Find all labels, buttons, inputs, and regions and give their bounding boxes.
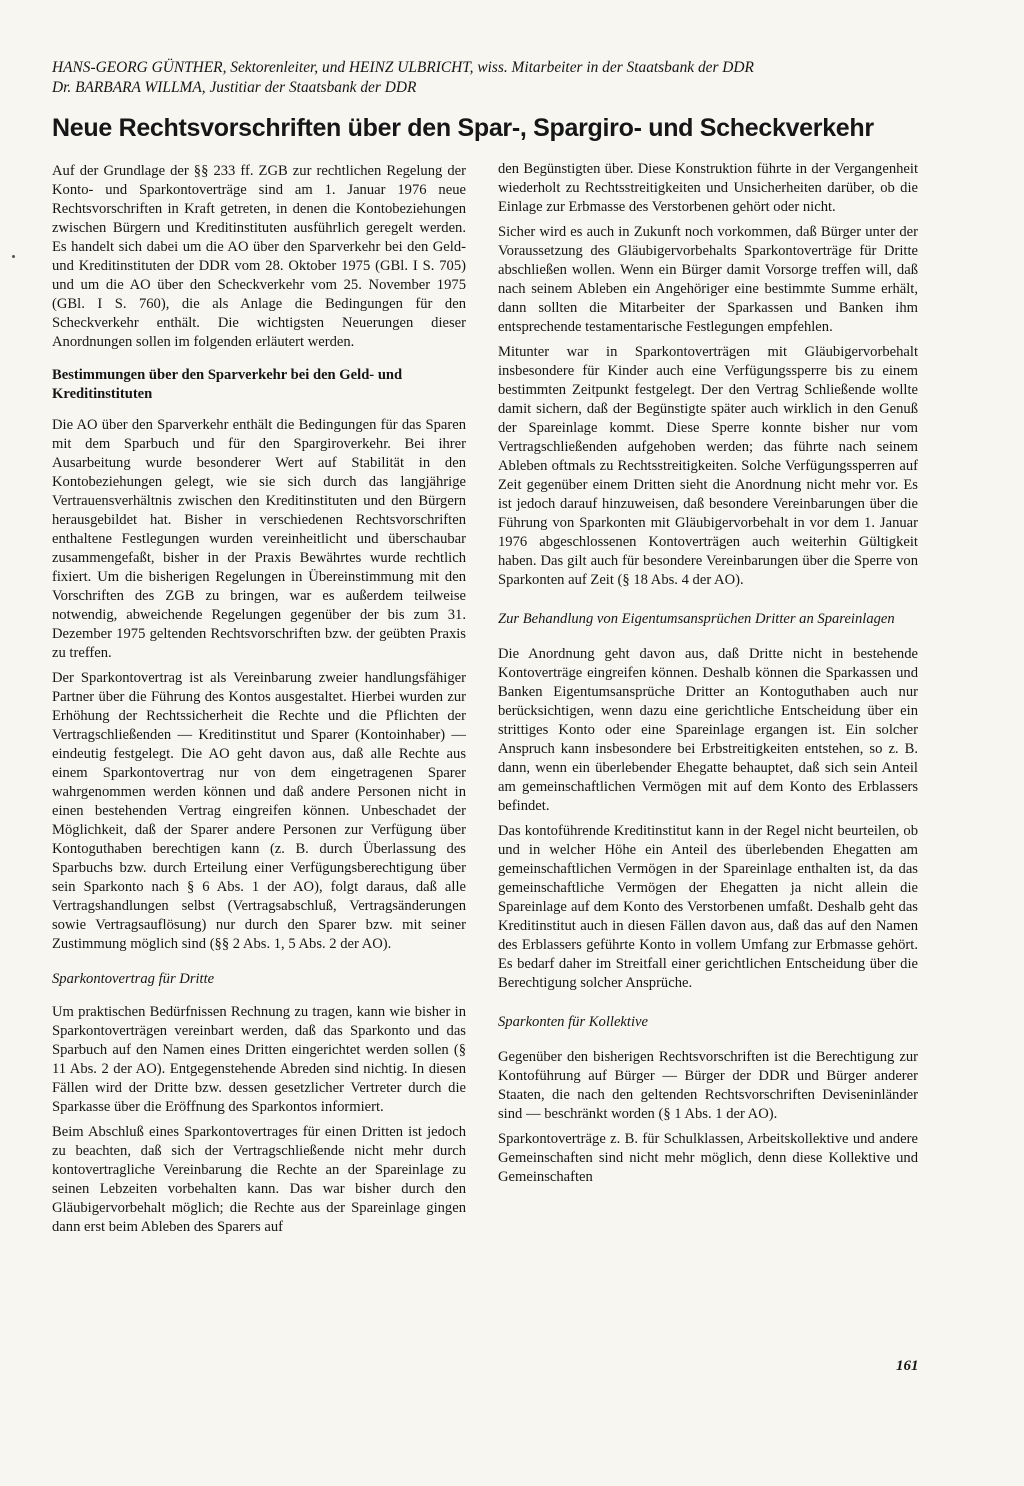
right-column (498, 160, 918, 1193)
paragraph: Beim Abschluß eines Sparkontovertrages für einen Dritten ist jedoch zu beachten, daß sich der Vertragschließende nicht mehr durch kontovertragliche Vereinbarung die Rechte an der Spareinlage zu seinen Lebzeiten vorbehalten kann. Das war bisher durch den Gläubigervorbehalt möglich; die Rechte aus der Spareinlage gingen dann erst beim Ableben des Sparers auf (52, 1124, 466, 1235)
subheading-eigentumsansprueche: Zur Behandlung von Eigentumsansprüchen Dritter an Spareinlagen (498, 611, 895, 627)
margin-mark (12, 255, 15, 258)
paragraph: Sparkontoverträge z. B. für Schulklassen, Arbeitskollektive und andere Gemeinschaften sind nicht mehr möglich, denn diese Kollektive und Gemeinschaften (498, 1131, 918, 1185)
left-column (52, 162, 466, 1243)
paragraph: Die AO über den Sparverkehr enthält die Bedingungen für das Sparen mit dem Sparbuch und für den Spargiroverkehr. Bei ihrer Ausarbeitung wurde besonderer Wert auf Stabilität in den Kontobeziehungen gelegt, wie sie sich durch das langjährige Vertrauensverhältnis zwischen den Kreditinstituten und den Bürgern herausgebildet hat. Bisher in verschiedenen Rechtsvorschriften enthaltene Festlegungen wurden vereinheitlicht und überschaubar zusammengefaßt, bisher in der Praxis Bewährtes wurde rechtlich fixiert. Um die bisherigen Regelungen in Übereinstimmung mit den Vorschriften des ZGB zu bringen, war es außerdem teilweise notwendig, abweichende Regelungen gegenüber der bis zum 31. Dezember 1975 geltenden Rechtsvorschriften bzw. der geübten Praxis zu treffen. (52, 417, 466, 661)
paragraph: Sicher wird es auch in Zukunft noch vorkommen, daß Bürger unter der Voraussetzung des Gläubigervorbehalts Sparkontoverträge für Dritte abschließen wollen. Wenn ein Bürger damit Vorsorge treffen will, daß nach seinem Ableben ein Angehöriger eine bestimmte Summe erhält, dann sollten die Mitarbeiter der Sparkassen und Banken ihm entsprechende testamentarische Festlegungen empfehlen. (498, 224, 918, 335)
paragraph: den Begünstigten über. Diese Konstruktion führte in der Vergangenheit wiederholt zu Rechtsstreitigkeiten und Unsicherheiten darüber, ob die Einlage zur Erbmasse des Verstorbenen gehört oder nicht. (498, 161, 918, 215)
author-line-1: HANS-GEORG GÜNTHER, Sektorenleiter, und HEINZ ULBRICHT, wiss. Mitarbeiter in der Staatsbank der DDR (52, 59, 754, 76)
paragraph: Mitunter war in Sparkontoverträgen mit Gläubigervorbehalt insbesondere für Kinder auch eine Verfügungssperre bis zu einem bestimmten Zeitpunkt festgelegt. Der den Vertrag Schließende wollte damit sichern, daß der Begünstigte später auch wirklich in den Genuß der Spareinlage kommt. Diese Sperre konnte bisher nur vom Vertragschließenden aufgehoben werden; das führte nach seinem Ableben oftmals zu Rechtsstreitigkeiten. Solche Verfügungssperren auf Zeit gegenüber einem Dritten sieht die Anordnung nicht mehr vor. Es ist jedoch darauf hinzuweisen, daß besondere Vereinbarungen über die Führung von Sparkonten mit Gläubigervorbehalt in vor dem 1. Januar 1976 abgeschlossenen Kontoverträgen auch weiterhin Gültigkeit haben. Das gilt auch für besondere Vereinbarungen über die Sperre von Sparkonten auf Zeit (§ 18 Abs. 4 der AO). (498, 344, 918, 588)
section-heading-sparverkehr: Bestimmungen über den Sparverkehr bei den Geld- und Kreditinstituten (52, 367, 403, 402)
article-title: Neue Rechtsvorschriften über den Spar-, Spargiro- und Scheckverkehr (52, 114, 874, 142)
page-number: 161 (896, 1358, 919, 1374)
author-line-2: Dr. BARBARA WILLMA, Justitiar der Staatsbank der DDR (52, 79, 417, 96)
subheading-sparkonten-kollektive: Sparkonten für Kollektive (498, 1014, 648, 1030)
intro-paragraph: Auf der Grundlage der §§ 233 ff. ZGB zur rechtlichen Regelung der Konto- und Sparkontoverträge sind am 1. Januar 1976 neue Rechtsvorschriften in Kraft getreten, in denen die Kontobeziehungen zwischen Bürgern und Kreditinstituten ausführlich geregelt werden. Es handelt sich dabei um die AO über den Sparverkehr bei den Geld- und Kreditinstituten der DDR vom 28. Oktober 1975 (GBl. I S. 705) und um die AO über den Scheckverkehr vom 25. November 1975 (GBl. I S. 760), die als Anlage die Bedingungen für den Scheckverkehr enthält. Die wichtigsten Neuerungen dieser Anordnungen sollen im folgenden erläutert werden. (52, 163, 466, 350)
paragraph: Gegenüber den bisherigen Rechtsvorschriften ist die Berechtigung zur Kontoführung auf Bürger — Bürger der DDR und Bürger anderer Staaten, die nach den geltenden Rechtsvorschriften Deviseninländer sind — beschränkt worden (§ 1 Abs. 1 der AO). (498, 1049, 918, 1122)
author-block (52, 58, 952, 98)
paragraph: Die Anordnung geht davon aus, daß Dritte nicht in bestehende Kontoverträge eingreifen können. Deshalb können die Sparkassen und Banken Eigentumsansprüche Dritter an Kontoguthaben auch nur berücksichtigen, wenn dazu eine gerichtliche Entscheidung über ein strittiges Konto oder eine Spareinlage ergangen ist. Ein solcher Anspruch kann insbesondere bei Erbstreitigkeiten entstehen, so z. B. dann, wenn ein überlebender Ehegatte behauptet, daß sich sein Anteil am gemeinschaftlichen Vermögen mit auf dem Konto des Erblassers befindet. (498, 646, 918, 814)
paragraph: Der Sparkontovertrag ist als Vereinbarung zweier handlungsfähiger Partner über die Führung des Kontos ausgestaltet. Hierbei wurden zur Erhöhung der Rechtssicherheit die Rechte und die Pflichten der Vertragschließenden — Kreditinstitut und Sparer (Kontoinhaber) — eindeutig festgelegt. Die AO geht davon aus, daß alle Rechte aus einem Sparkontovertrag nur von dem eingetragenen Sparer wahrgenommen werden können und daß andere Personen nicht in einen bestehenden Vertrag eingreifen können. Unbeschadet der Möglichkeit, daß der Sparer andere Personen zur Verfügung über Kontoguthaben berechtigen kann (z. B. durch Überlassung des Sparbuchs bzw. durch Erteilung einer Verfügungsberechtigung über sein Sparkonto nach § 6 Abs. 1 der AO), folgt daraus, daß alle Vertragshandlungen selbst (Vertragsabschluß, Vertragsänderungen sowie Vertragsauflösung) nur durch den Sparer bzw. mit seiner Zustimmung möglich sind (§§ 2 Abs. 1, 5 Abs. 2 der AO). (52, 670, 466, 952)
paragraph: Das kontoführende Kreditinstitut kann in der Regel nicht beurteilen, ob und in welcher Höhe ein Anteil des überlebenden Ehegatten am gemeinschaftlichen Vermögen in der Spareinlage enthalten ist, da das gemeinschaftliche Vermögen der Ehegatten ja nicht allein die Spareinlage auf dem Konto des Verstorbenen umfaßt. Deshalb geht das Kreditinstitut auch in diesen Fällen davon aus, daß das auf den Namen des Erblassers geführte Konto in vollem Umfang zur Erbmasse gehört. Es bedarf daher im Streitfall einer gerichtlichen Entscheidung über die Berechtigung solcher Ansprüche. (498, 823, 918, 991)
paragraph: Um praktischen Bedürfnissen Rechnung zu tragen, kann wie bisher in Sparkontoverträgen vereinbart werden, daß das Sparkonto und das Sparbuch auf den Namen eines Dritten eingerichtet werden sollen (§ 11 Abs. 2 der AO). Entgegenstehende Abreden sind nichtig. In diesen Fällen wird der Dritte bzw. dessen gesetzlicher Vertreter durch die Sparkasse über die Eröffnung des Sparkontos informiert. (52, 1004, 466, 1115)
subheading-sparkontovertrag-dritte: Sparkontovertrag für Dritte (52, 971, 215, 987)
